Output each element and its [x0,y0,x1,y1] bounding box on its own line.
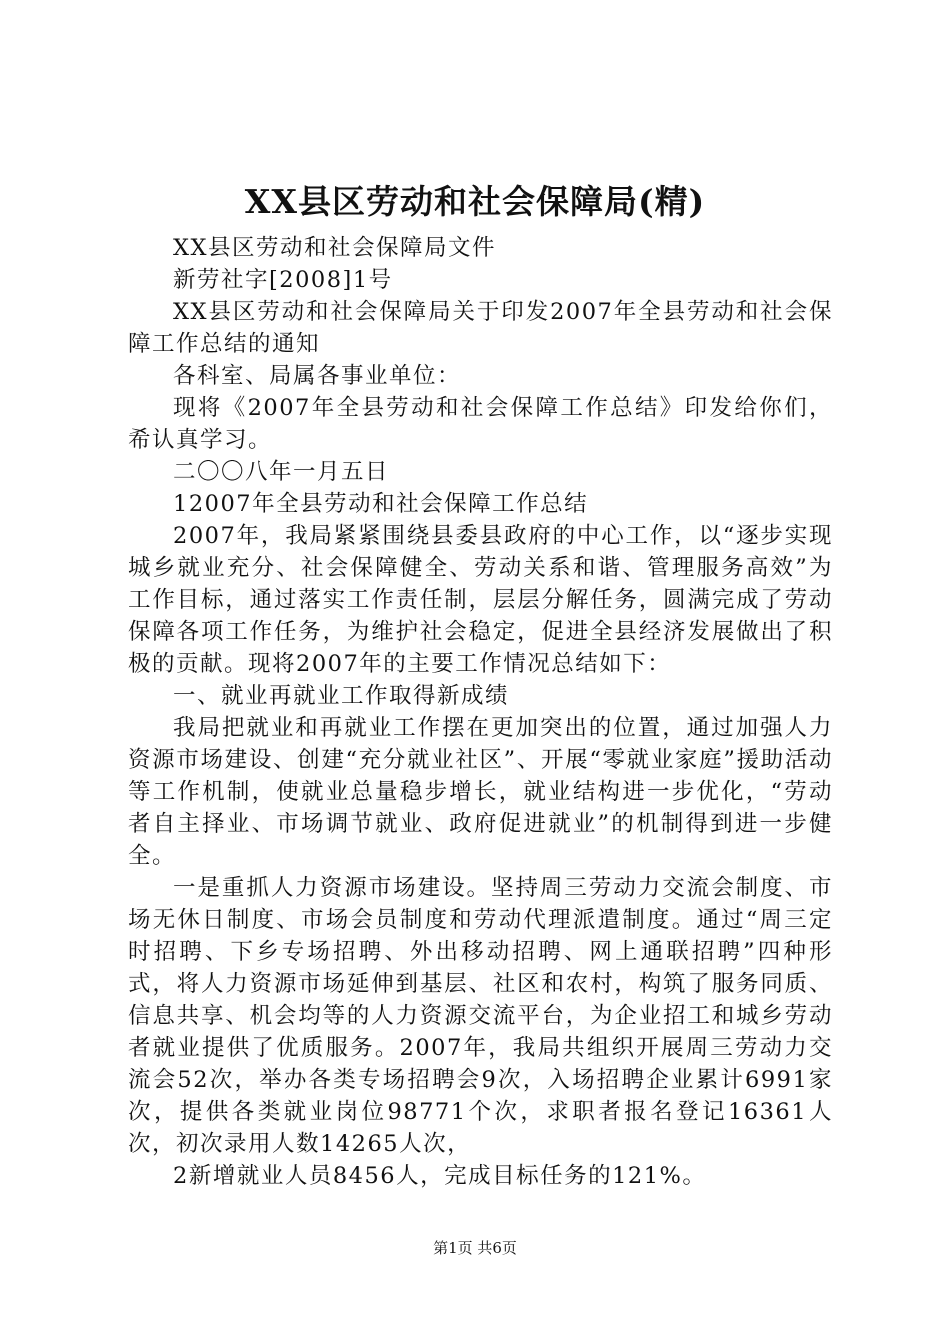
paragraph-new-employment: 2新增就业人员8456人，完成目标任务的121%。 [173,1163,707,1189]
paragraph-file-header: XX县区劳动和社会保障局文件 [173,235,497,261]
page-footer: 第1页 共6页 [433,1239,517,1257]
document-body [128,232,833,1192]
paragraph-date: 二〇〇八年一月五日 [173,459,390,485]
paragraph-market-building: 一是重抓人力资源市场建设。坚持周三劳动力交流会制度、市场无休日制度、市场会员制度和劳动代理派遣制度。通过“周三定时招聘、下乡专场招聘、外出移动招聘、网上通联招聘”四种形式，将人力资源市场延伸到基层、社区和农村，构筑了服务同质、信息共享、机会均等的人力资源交流平台，为企业招工和城乡劳动者就业提供了优质服务。2007年，我局共组织开展周三劳动力交流会52次，举办各类专场招聘会9次，入场招聘企业累计6991家次，提供各类就业岗位98771个次，求职者报名登记16361人次，初次录用人数14265人次， [128,875,833,1157]
paragraph-employment: 我局把就业和再就业工作摆在更加突出的位置，通过加强人力资源市场建设、创建“充分就业社区”、开展“零就业家庭”援助活动等工作机制，使就业总量稳步增长，就业结构进一步优化，“劳动者自主择业、市场调节就业、政府促进就业”的机制得到进一步健全。 [128,715,833,869]
paragraph-summary-title: 12007年全县劳动和社会保障工作总结 [173,491,589,517]
paragraph-file-number: 新劳社字[2008]1号 [173,267,393,293]
document-title: XX县区劳动和社会保障局(精) [244,182,706,221]
paragraph-recipients: 各科室、局属各事业单位： [173,363,462,389]
paragraph-notice-title: XX县区劳动和社会保障局关于印发2007年全县劳动和社会保障工作总结的通知 [128,299,833,357]
paragraph-intro: 2007年，我局紧紧围绕县委县政府的中心工作，以“逐步实现城乡就业充分、社会保障健全、劳动关系和谐、管理服务高效”为工作目标，通过落实工作责任制，层层分解任务，圆满完成了劳动保障各项工作任务，为维护社会稳定，促进全县经济发展做出了积极的贡献。现将2007年的主要工作情况总结如下： [128,523,833,677]
paragraph-instruction: 现将《2007年全县劳动和社会保障工作总结》印发给你们，希认真学习。 [128,395,833,453]
paragraph-section-heading: 一、就业再就业工作取得新成绩 [173,683,510,709]
